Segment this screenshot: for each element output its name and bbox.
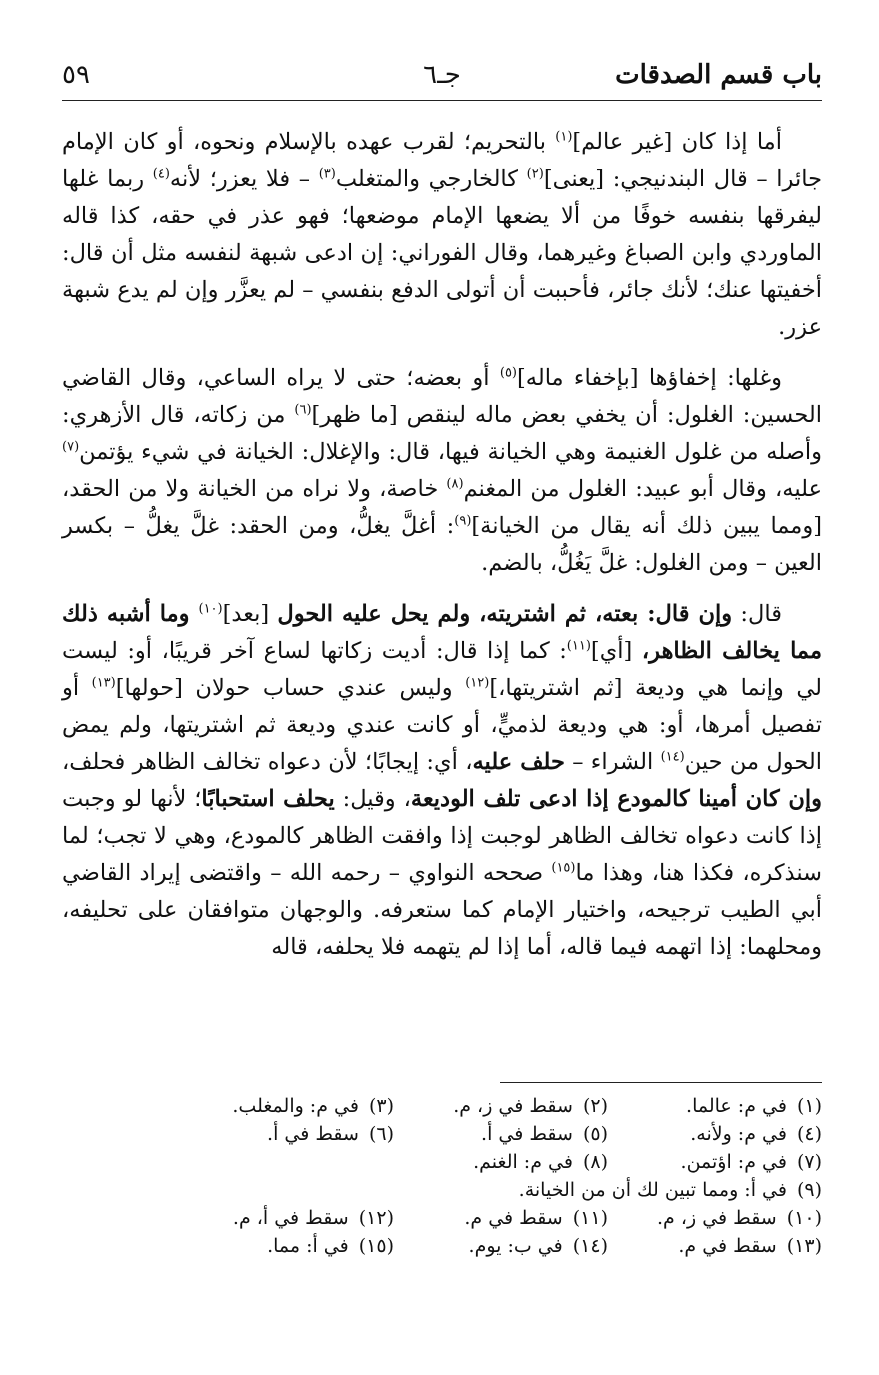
text-run: ، وقيل: [334,786,411,812]
footnote-marker: (١١) [566,638,591,654]
text-run: الشراء – [564,749,661,775]
footnote [180,1232,394,1260]
footnote-number: (١٤) [572,1235,608,1257]
paragraph [62,124,822,346]
footnote [180,1204,394,1232]
footnote-number: (٥) [582,1123,608,1145]
volume-label: جـ٦ [423,60,461,90]
text-run: أو تفصيل أمرها، أو: هي وديعة لذميٍّ، أو كانت عندي وديعة ثم اشتريتها، ولم يمض الحول من حين [62,675,822,775]
footnote-row [180,1232,822,1260]
footnote-number: (١) [796,1095,822,1117]
footnote-text: في أ: مما. [267,1235,349,1257]
chapter-title: باب قسم الصدقات [615,60,822,90]
footnote-marker: (١٣) [91,675,116,691]
page-header [62,58,822,98]
footnote-number: (٤) [796,1123,822,1145]
footnote-marker: (٦) [294,402,312,418]
footnote-marker: (١٠) [198,601,223,617]
text-run: خاصة، ولا نراه من الخيانة ولا من الحقد، [ومما يبين ذلك أنه يقال من الخيانة] [62,476,823,539]
footnote-marker: (١٥) [551,860,576,876]
footnote-marker: (٥) [499,365,517,381]
footnote-text: سقط في ز، م. [657,1207,777,1229]
footnote-number: (٧) [796,1151,822,1173]
text-run: من زكاته، قال الأزهري: وأصله من غلول الغنيمة وهي الخيانة فيها، قال: والإغلال: الخيانة في شيء يؤتمن [62,402,822,465]
footnote-divider [500,1082,822,1083]
footnote-text: في م: اؤتمن. [680,1151,787,1173]
footnote-marker: (٨) [446,476,464,492]
text-run: – فلا يعزر؛ لأنه [169,166,319,192]
footnote-marker: (٩) [454,513,472,529]
footnote [608,1092,822,1120]
text-run: أو بعضه؛ حتى لا يراه الساعي، وقال القاضي الحسين: الغلول: أن يخفي بعض ماله لينقص [ما ظهر] [62,365,823,428]
text-run: بالتحريم؛ لقرب عهده بالإسلام ونحوه، أو كان الإمام جائرا – قال البندنيجي: [يعنى] [62,129,822,192]
text-run: عليه، وقال أبو عبيد: الغلول من المغنم [463,476,822,502]
text-run: ربما غلها ليفرقها بنفسه خوفًا من ألا يضعها الإمام موضعها؛ فهو عذر في حقه، كذا قاله الماوردي وابن الصباغ وغيرهما، وقال الفوراني: إن ادعى شبهة لنفسه مثل أن قال: أخفيتها عنك؛ لأنك جائر، فأحببت أن أتولى الدفع بنفسي – لم يعزَّر وإن لم يدع شبهة عزر. [62,166,822,340]
footnote-number: (١٠) [786,1207,822,1229]
footnote-text: سقط في أ. [481,1123,573,1145]
text-run: : كما إذا قال: أديت زكاتها لساع آخر قريبًا، أو: ليست لي وإنما هي وديعة [ثم اشتريتها،] [62,638,823,701]
footnote-number: (١١) [572,1207,608,1229]
footnote [180,1092,394,1120]
bold-text: يحلف استحبابًا [201,786,335,812]
footnote-row [180,1204,822,1232]
footnote [394,1204,608,1232]
footnote-number: (٣) [368,1095,394,1117]
footnote [180,1120,394,1148]
text-run: قال: [732,601,782,627]
footnote-text: في أ: ومما تبين لك أن من الخيانة. [518,1179,787,1201]
footnote-number: (١٥) [358,1235,394,1257]
footnote-number: (٦) [368,1123,394,1145]
footnote-text: في م: والمغلب. [232,1095,359,1117]
text-run: صححه النواوي – رحمه الله – واقتضى إيراد القاضي أبي الطيب ترجيحه، واختيار الإمام كما ستعرفه. والوجهان متوافقان على تحليفه، ومحلهما: إذا اتهمه فيما قاله، أما إذا لم يتهمه فلا يحلفه، قاله [62,860,822,960]
page-number: ٥٩ [62,60,90,90]
footnote [608,1120,822,1148]
footnote-number: (١٣) [786,1235,822,1257]
text-run: ؛ لأنها لو وجبت إذا كانت دعواه تخالف الظاهر لوجبت إذا وافقت الظاهر كالمودع، وهي لا تجب؛ لما سنذكره، فكذا هنا، وهذا ما [62,786,823,886]
footnote-marker: (٧) [62,439,80,455]
text-run: : أغلَّ يغلُّ، ومن الحقد: غلَّ يغلُّ – بكسر العين – ومن الغلول: غلَّ يَغُلُّ، بالضم. [62,513,822,576]
footnote [608,1232,822,1260]
footnote [394,1120,608,1148]
footnote-number: (١٢) [358,1207,394,1229]
text-run: ، أي: إيجابًا؛ لأن دعواه تخالف الظاهر فحلف، [62,749,473,775]
footnote-text: في م: عالما. [686,1095,787,1117]
footnote [394,1092,608,1120]
main-text [62,124,822,980]
footnote-number: (٩) [796,1179,822,1201]
footnote-number: (٨) [582,1151,608,1173]
footnote-text: في ب: يوم. [468,1235,563,1257]
footnote-marker: (٢) [526,166,544,182]
footnote [608,1148,822,1176]
footnote-text: سقط في م. [464,1207,563,1229]
footnote-marker: (١) [555,129,573,145]
footnote-row [180,1120,822,1148]
paragraph [62,360,822,582]
footnotes [180,1092,822,1260]
paragraph [62,596,822,966]
footnote-marker: (٤) [152,166,170,182]
footnote-text: سقط في أ، م. [232,1207,349,1229]
footnote [394,1232,608,1260]
bold-text: وإن قال: بعته، ثم اشتريته، ولم يحل عليه الحول [277,601,733,627]
footnote-number: (٢) [582,1095,608,1117]
footnote-row [180,1176,822,1204]
footnote-text: في م: ولأنه. [690,1123,787,1145]
bold-text: وما أشبه ذلك مما يخالف الظاهر، [62,601,822,664]
footnote [180,1176,822,1204]
text-run: وليس عندي حساب حولان [حولها] [115,675,466,701]
footnote-marker: (١٢) [465,675,490,691]
footnote-text: في م: الغنم. [473,1151,573,1173]
text-run: [بعد] [222,601,278,627]
footnote-text: سقط في م. [678,1235,777,1257]
footnote [394,1148,608,1176]
footnote-text: سقط في أ. [267,1123,359,1145]
header-divider [62,100,822,101]
text-run: أما إذا كان [غير عالم] [572,129,782,155]
footnote-text: سقط في ز، م. [453,1095,573,1117]
text-run: كالخارجي والمتغلب [335,166,527,192]
footnote-marker: (١٤) [660,749,685,765]
bold-text: حلف عليه [472,749,565,775]
text-run: [أي] [590,638,642,664]
text-run: وغلها: إخفاؤها [بإخفاء ماله] [517,365,782,391]
footnote-marker: (٣) [318,166,336,182]
bold-text: وإن كان أمينا كالمودع إذا ادعى تلف الوديعة [410,786,822,812]
footnote-row [180,1148,822,1176]
footnote-row [180,1092,822,1120]
footnote [608,1204,822,1232]
